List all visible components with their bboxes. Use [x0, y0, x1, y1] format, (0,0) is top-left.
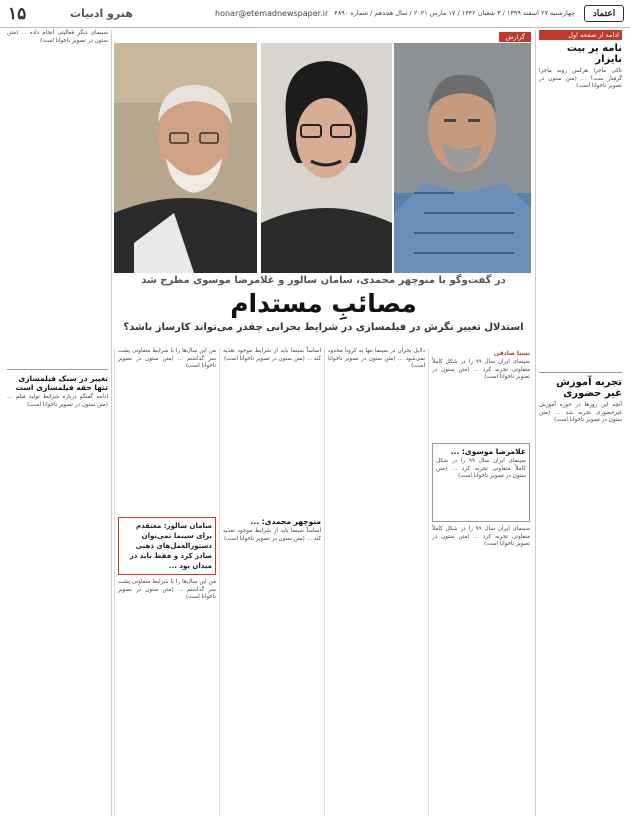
pullquote: سامان سالور: معتقدم برای سینما نمی‌توان دستورالعمل‌های ذهنی صادر کرد و فقط باید در میدان بود ...	[129, 522, 212, 570]
sidebar-box-text: سینمای ایران سال ۹۹ را در شکل کاملاً متفاوتی تجربه کرد ... (متن ستون در تصویر ناخوانا است)	[436, 458, 526, 480]
newspaper-logo: اعتماد	[584, 5, 624, 22]
section-name: هنرو ادبیات	[70, 7, 133, 20]
story2-title: تجربه آموزش غیر حضوری	[556, 377, 622, 399]
left-column-subtitle: تغییر در سبک فیلمسازی تنها حقه فیلمسازی است	[15, 374, 108, 392]
story-column-3	[219, 348, 324, 816]
sidebar-box-title: غلامرضا موسوی: ...	[450, 447, 526, 456]
issue-line: چهارشنبه ۲۷ اسفند ۱۳۹۹ / ۳ شعبان ۱۴۴۲ / ۱۷ مارس ۲۰۲۱ / سال هجدهم / شماره ۴۸۹۰	[334, 9, 575, 17]
story1-body: تاکی ماجرا هرکس روبه ماجرا گرفتار ست؟ ... (متن ستون در تصویر ناخوانا است)	[539, 68, 622, 90]
pullquote-box	[118, 517, 216, 575]
page-header	[0, 0, 630, 28]
divider	[539, 372, 622, 373]
column-1-text-bottom: سینمای ایران سال ۹۹ را در شکل کاملاً متفاوتی تجربه کرد ... (متن ستون در تصویر ناخوانا است)	[432, 526, 531, 548]
divider	[7, 369, 108, 370]
story1-title: نامه پر بیت نایزار	[566, 43, 622, 65]
column-1-text-top: سینمای ایران سال ۹۹ را در شکل کاملاً متفاوتی تجربه کرد ... (متن ستون در تصویر ناخوانا است)	[432, 359, 531, 381]
column-4-text-top: من این سال‌ها را با شرایط متفاوتی پشت سر گذاشتم ... (متن ستون در تصویر ناخوانا است)	[118, 348, 216, 370]
continued-strip: ادامه از صفحه اول	[539, 30, 622, 40]
column-4-text-bottom: من این سال‌ها را با شرایط متفاوتی پشت سر گذاشتم ... (متن ستون در تصویر ناخوانا است)	[118, 579, 216, 601]
supertitle: در گفت‌وگو با منوچهر محمدی، سامان سالور و غلامرضا موسوی مطرح شد	[141, 275, 506, 286]
story-column-4	[114, 348, 219, 816]
headline: مصائبِ مستدام	[230, 289, 417, 318]
story2-body: آنچه این روزها در حوزه آموزش غیرحضوری تجربه شد ... (متن ستون در تصویر ناخوانا است)	[539, 402, 622, 424]
subheadline: استدلال تغییر نگرش در فیلمسازی در شرایط بحرانی چقدر می‌تواند کارساز باشد؟	[123, 322, 524, 333]
reporter-byline: نسیا صادقی	[493, 350, 530, 357]
report-tag: گزارش	[499, 32, 531, 42]
story-column-1	[428, 348, 533, 816]
interview-subtitle: منوچهر محمدی: ...	[250, 517, 321, 526]
section-email[interactable]: honar@etemadnewspaper.ir	[215, 9, 329, 18]
photo-mousavi	[394, 43, 531, 273]
left-column	[4, 30, 112, 816]
left-column-text-top: سینمای دیگر فعالیتی انجام داده ... (متن ستون در تصویر ناخوانا است)	[7, 30, 108, 44]
column-2-text: دلایل بحران در سینما تنها به کرونا محدود نمی‌شود ... (متن ستون در تصویر ناخوانا است)	[328, 348, 425, 370]
story-column-2	[324, 348, 428, 816]
column-3-text-top: اساساً سینما باید از شرایط موجود تغذیه کند ... (متن ستون در تصویر ناخوانا است)	[223, 348, 321, 362]
main-story	[114, 30, 533, 816]
left-column-text-bottom: ادامه گفتگو درباره شرایط تولید فیلم ... (متن ستون در تصویر ناخوانا است)	[7, 394, 108, 408]
page-number: ۱۵	[8, 4, 27, 24]
column-3-text-bottom: اساساً سینما باید از شرایط موجود تغذیه کند ... (متن ستون در تصویر ناخوانا است)	[223, 528, 321, 542]
photo-mohammadi	[114, 43, 257, 273]
photo-salur	[261, 43, 392, 273]
right-column	[535, 30, 625, 816]
sidebar-box	[432, 443, 530, 522]
